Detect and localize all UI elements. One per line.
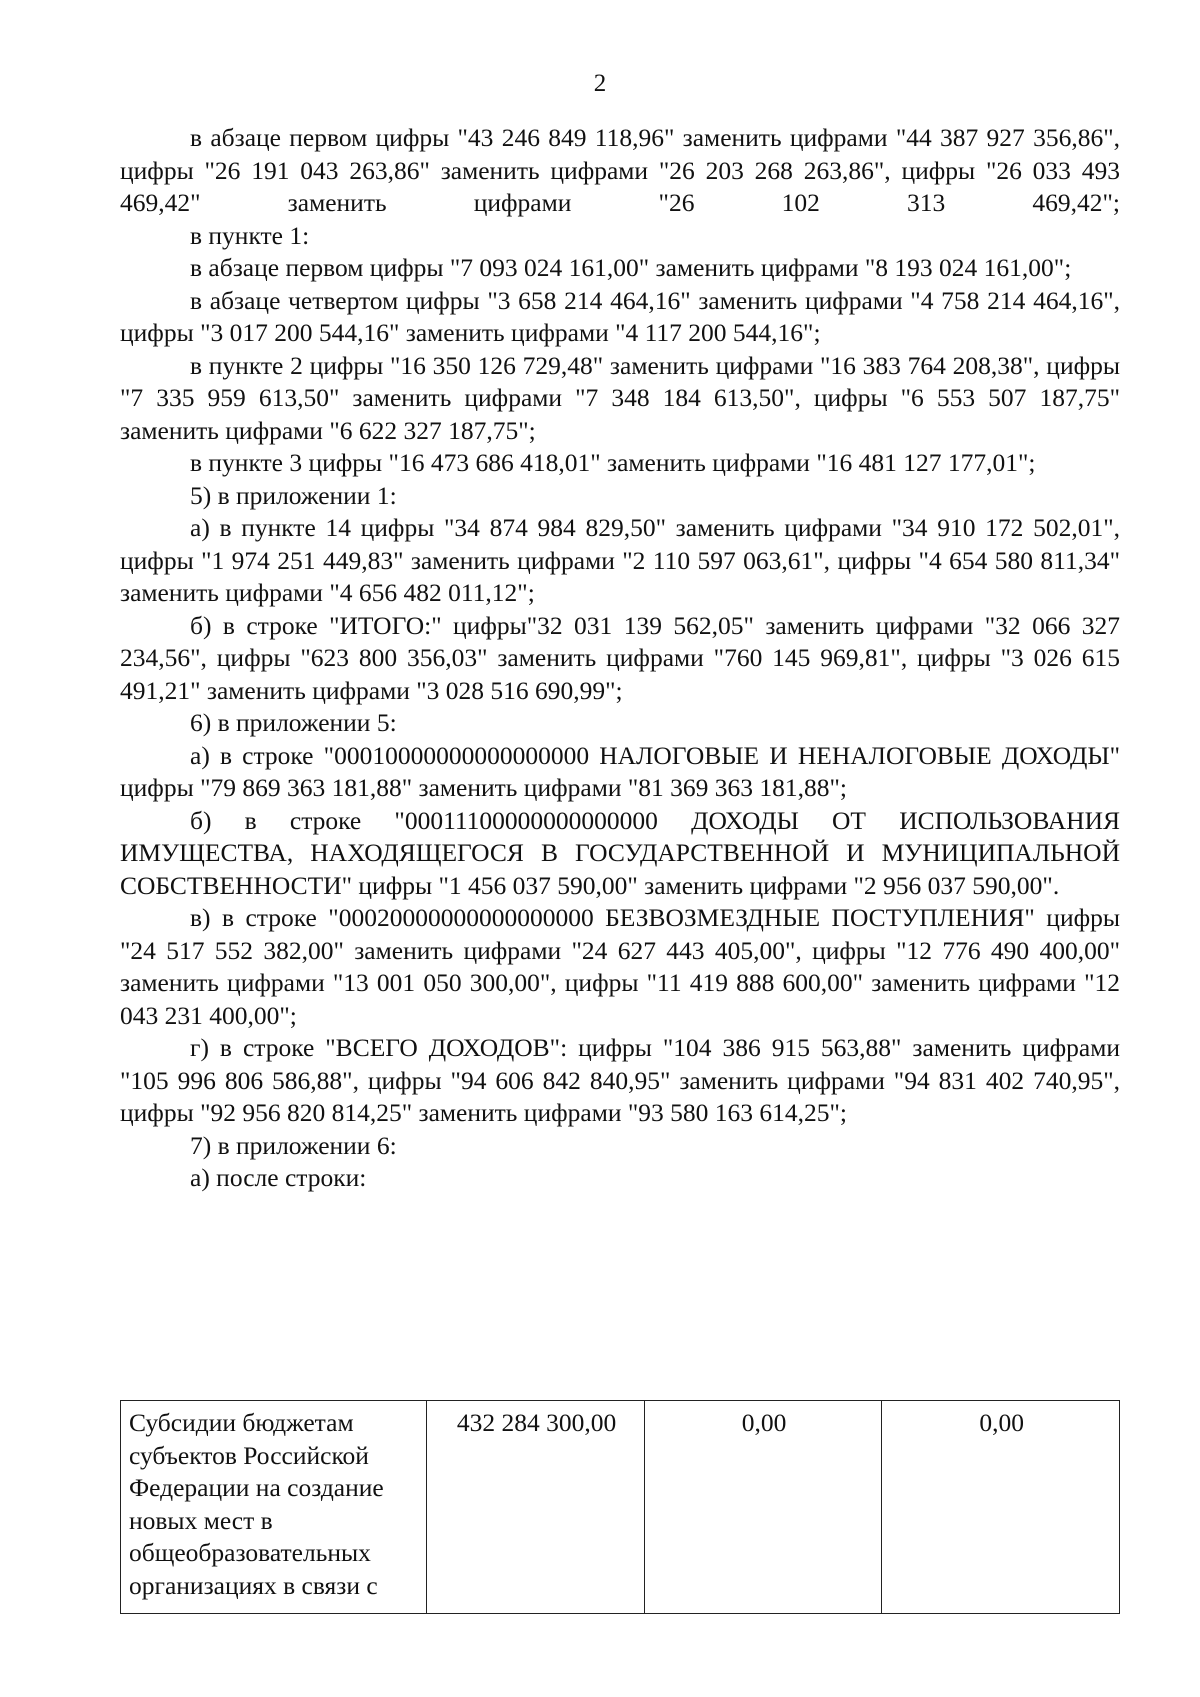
paragraph: б) в строке "00011100000000000000 ДОХОДЫ ОТ ИСПОЛЬЗОВАНИЯ ИМУЩЕСТВА, НАХОДЯЩЕГОСЯ В ГОСУДАРСТВЕННОЙ И МУНИЦИПАЛЬНОЙ СОБСТВЕННОСТИ" цифры "1 456 037 590,00" заменить цифрами "2 956 037 590,00". [120, 805, 1120, 900]
paragraph: в) в строке "00020000000000000000 БЕЗВОЗМЕЗДНЫЕ ПОСТУПЛЕНИЯ" цифры "24 517 552 382,00" заменить цифрами "24 627 443 405,00", цифры "12 776 490 400,00" заменить цифрами "13 001 050 300,00", цифры "11 419 888 600,00" заменить цифрами "12 043 231 400,00"; [120, 903, 1120, 1030]
paragraph: 7) в приложении 6: [190, 1130, 397, 1160]
paragraph: а) в строке "00010000000000000000 НАЛОГОВЫЕ И НЕНАЛОГОВЫЕ ДОХОДЫ" цифры "79 869 363 181,88" заменить цифрами "81 369 363 181,88"; [120, 740, 1120, 802]
paragraph: г) в строке "ВСЕГО ДОХОДОВ": цифры "104 386 915 563,88" заменить цифрами "105 996 806 586,88", цифры "94 606 842 840,95" заменить цифрами "94 831 402 740,95", цифры "92 956 820 814,25" заменить цифрами "93 580 163 614,25"; [120, 1033, 1120, 1127]
page-number: 2 [593, 70, 607, 97]
paragraph: а) после строки: [190, 1163, 367, 1192]
table-row [121, 1401, 1120, 1614]
paragraph: в пункте 3 цифры "16 473 686 418,01" заменить цифрами "16 481 127 177,01"; [190, 448, 1036, 477]
paragraph: в пункте 1: [190, 220, 310, 250]
paragraph: а) в пункте 14 цифры "34 874 984 829,50" заменить цифрами "34 910 172 502,01", цифры "1 974 251 449,83" заменить цифрами "2 110 597 063,61", цифры "4 654 580 811,34" заменить цифрами "4 656 482 011,12"; [120, 513, 1120, 607]
document-body [120, 122, 1120, 1195]
table-cell-amount-1: 432 284 300,00 [427, 1401, 644, 1614]
table-cell-amount-2: 0,00 [644, 1401, 882, 1614]
table-cell-amount-3: 0,00 [882, 1401, 1120, 1614]
paragraph: в абзаце первом цифры "43 246 849 118,96" заменить цифрами "44 387 927 356,86", цифры "26 191 043 263,86" заменить цифрами "26 203 268 263,86", цифры "26 033 493 469,42" заменить цифрами "26 102 313 469,42"; [120, 123, 1120, 217]
appendix-table [120, 1400, 1120, 1614]
paragraph: 6) в приложении 5: [190, 708, 397, 737]
paragraph: б) в строке "ИТОГО:" цифры"32 031 139 562,05" заменить цифрами "32 066 327 234,56", цифры "623 800 356,03" заменить цифрами "760 145 969,81", цифры "3 026 615 491,21" заменить цифрами "3 028 516 690,99"; [120, 610, 1120, 705]
paragraph: в пункте 2 цифры "16 350 126 729,48" заменить цифрами "16 383 764 208,38", цифры "7 335 959 613,50" заменить цифрами "7 348 184 613,50", цифры "6 553 507 187,75" заменить цифрами "6 622 327 187,75"; [120, 350, 1120, 445]
paragraph: в абзаце первом цифры "7 093 024 161,00" заменить цифрами "8 193 024 161,00"; [190, 253, 1072, 282]
paragraph: 5) в приложении 1: [190, 480, 397, 510]
table-cell-description: Субсидии бюджетам субъектов Российской Федерации на создание новых мест в общеобразовательных организациях в связи с [121, 1401, 427, 1614]
paragraph: в абзаце четвертом цифры "3 658 214 464,16" заменить цифрами "4 758 214 464,16", цифры "3 017 200 544,16" заменить цифрами "4 117 200 544,16"; [120, 285, 1120, 347]
